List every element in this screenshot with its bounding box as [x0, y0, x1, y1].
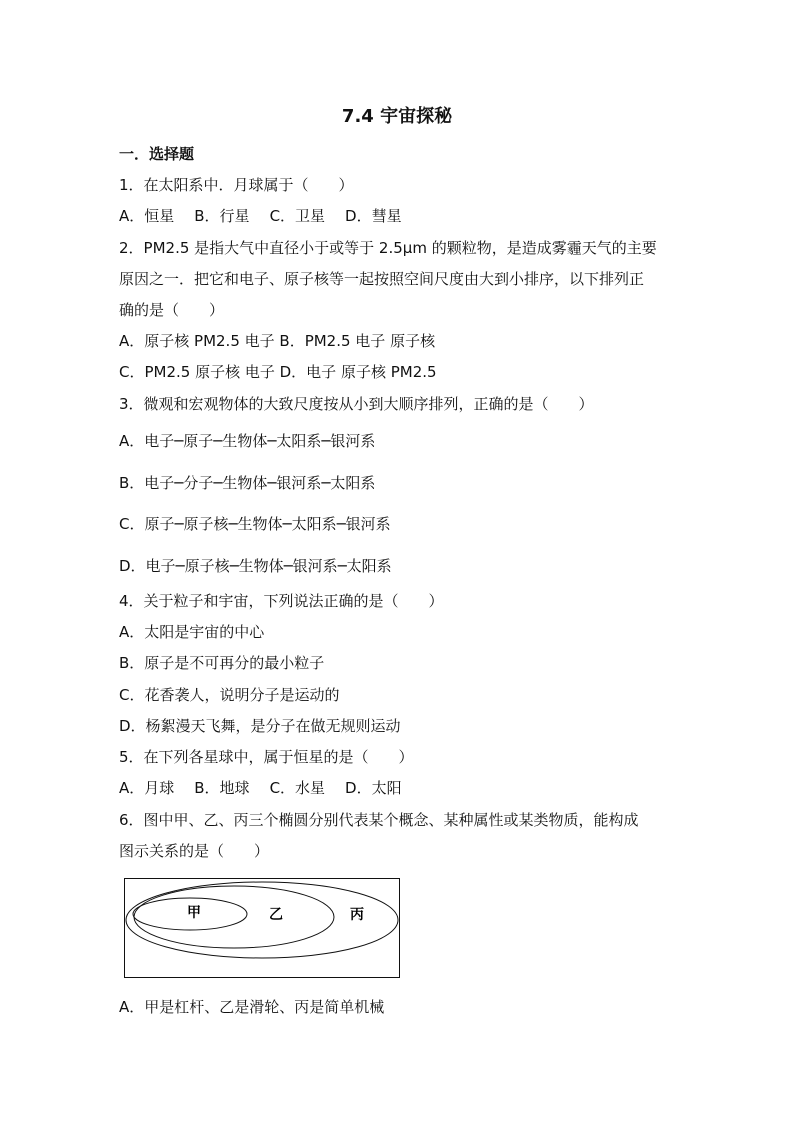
q1-option-d: D．彗星	[345, 207, 402, 225]
q3-option-b: B．电子─分子─生物体─银河系─太阳系	[119, 474, 376, 492]
q4-option-b: B．原子是不可再分的最小粒子	[119, 654, 325, 672]
q1-stem: 1．在太阳系中．月球属于（ ）	[119, 176, 354, 194]
q4-option-a: A．太阳是宇宙的中心	[119, 623, 265, 641]
q6-stem-line-1: 6．图中甲、乙、丙三个椭圆分别代表某个概念、某种属性或某类物质，能构成	[119, 811, 639, 829]
ellipse-yi	[134, 886, 334, 948]
q1-option-a: A．恒星	[119, 207, 175, 225]
section-heading: 一．选择题	[119, 145, 195, 163]
q6-option-a: A．甲是杠杆、乙是滑轮、丙是简单机械	[119, 998, 385, 1016]
q2-stem-line-1: 2．PM2.5 是指大气中直径小于或等于 2.5μm 的颗粒物，是造成雾霾天气的主要	[119, 239, 657, 257]
q1-option-b: B．行星	[194, 207, 250, 225]
q2-stem-line-2: 原因之一．把它和电子、原子核等一起按照空间尺度由大到小排序，以下排列正	[119, 270, 645, 288]
q3-stem: 3．微观和宏观物体的大致尺度按从小到大顺序排列，正确的是（ ）	[119, 395, 594, 413]
q5-option-a: A．月球	[119, 779, 175, 797]
q6-stem-line-2: 图示关系的是（ ）	[119, 842, 270, 860]
q3-option-c: C．原子─原子核─生物体─太阳系─银河系	[119, 515, 391, 533]
q4-stem: 4．关于粒子和宇宙，下列说法正确的是（ ）	[119, 592, 444, 610]
q1-option-c: C．卫星	[269, 207, 326, 225]
q5-options	[119, 779, 402, 797]
q5-stem: 5．在下列各星球中，属于恒星的是（ ）	[119, 748, 414, 766]
q5-option-b: B．地球	[194, 779, 250, 797]
label-jia: 甲	[187, 905, 201, 921]
page-title: 7.4 宇宙探秘	[341, 106, 453, 127]
q1-options	[119, 207, 402, 225]
label-bing: 丙	[350, 907, 364, 923]
q4-option-c: C．花香袭人，说明分子是运动的	[119, 686, 340, 704]
q3-option-a: A．电子─原子─生物体─太阳系─银河系	[119, 432, 376, 450]
q4-option-d: D．杨絮漫天飞舞，是分子在做无规则运动	[119, 717, 401, 735]
q5-option-d: D．太阳	[345, 779, 402, 797]
q2-options-line-1: A．原子核 PM2.5 电子 B．PM2.5 电子 原子核	[119, 332, 436, 350]
venn-diagram-svg	[124, 878, 400, 978]
q5-option-c: C．水星	[269, 779, 326, 797]
label-yi: 乙	[269, 907, 283, 923]
q2-stem-line-3: 确的是（ ）	[119, 301, 225, 319]
q2-options-line-2: C．PM2.5 原子核 电子 D．电子 原子核 PM2.5	[119, 363, 437, 381]
venn-diagram	[124, 878, 400, 978]
q3-option-d: D．电子─原子核─生物体─银河系─太阳系	[119, 557, 392, 575]
